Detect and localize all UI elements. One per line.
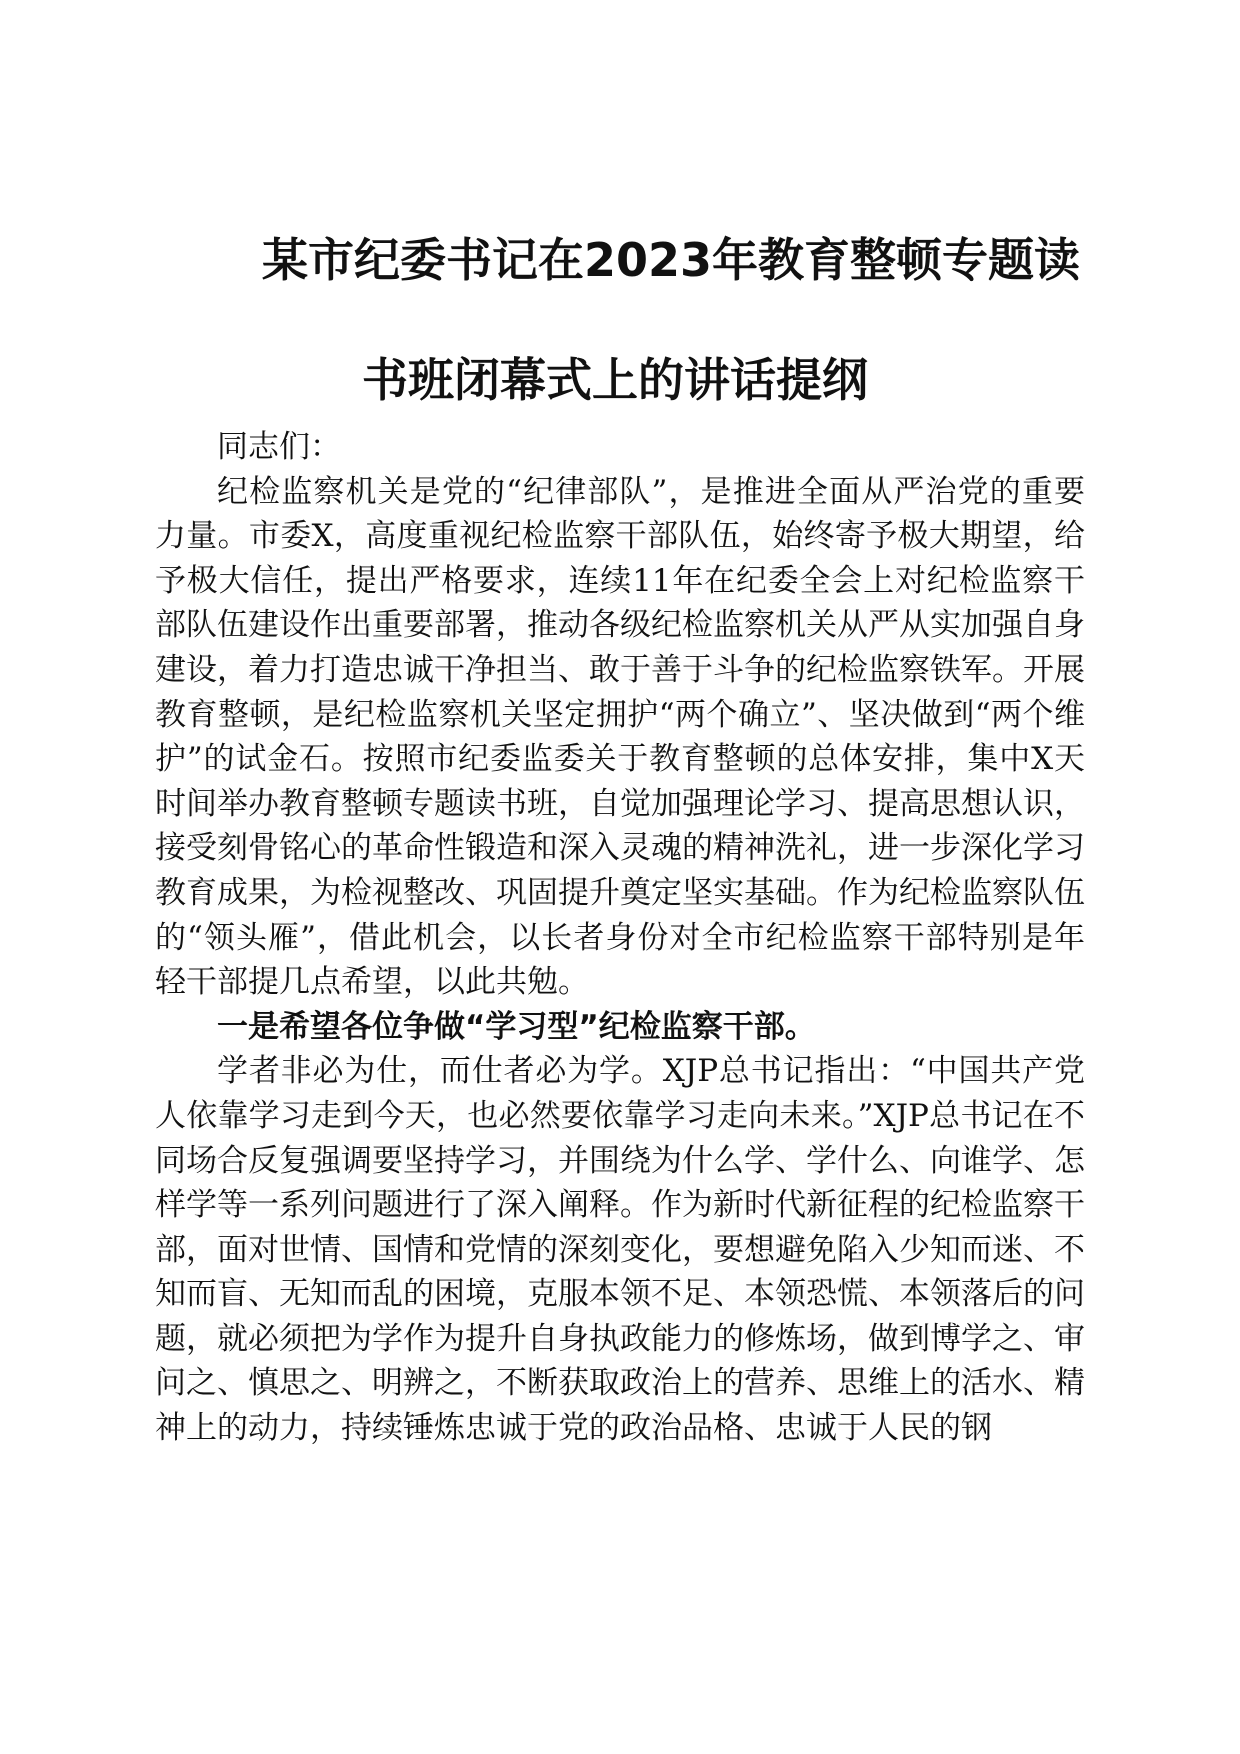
salutation: 同志们： <box>217 429 341 465</box>
document-title-line-1: 某市纪委书记在2023年教育整顿专题读 <box>262 233 1081 287</box>
section-heading-1: 一是希望各位争做“学习型”纪检监察干部。 <box>217 1008 816 1045</box>
paragraph-intro: 纪检监察机关是党的“纪律部队”，是推进全面从严治党的重要力量。市委X，高度重视纪检监察干部队伍，始终寄予极大期望，给予极大信任，提出严格要求，连续11年在纪委全会上对纪检监察干部队伍建设作出重要部署，推动各级纪检监察机关从严从实加强自身建设，着力打造忠诚干净担当、敢于善于斗争的纪检监察铁军。开展教育整顿，是纪检监察机关坚定拥护“两个确立”、坚决做到“两个维护”的试金石。按照市纪委监委关于教育整顿的总体安排，集中X天时间举办教育整顿专题读书班，自觉加强理论学习、提高思想认识，接受刻骨铭心的革命性锻造和深入灵魂的精神洗礼，进一步深化学习教育成果，为检视整改、巩固提升奠定坚实基础。作为纪检监察队伍的“领头雁”，借此机会，以长者身份对全市纪检监察干部特别是年轻干部提几点希望，以此共勉。 <box>155 473 1085 1001</box>
document-body <box>155 425 1085 1451</box>
paragraph-study: 学者非必为仕，而仕者必为学。XJP总书记指出：“中国共产党人依靠学习走到今天，也必然要依靠学习走向未来。”XJP总书记在不同场合反复强调要坚持学习，并围绕为什么学、学什么、向谁学、怎样学等一系列问题进行了深入阐释。作为新时代新征程的纪检监察干部，面对世情、国情和党情的深刻变化，要想避免陷入少知而迷、不知而盲、无知而乱的困境，克服本领不足、本领恐慌、本领落后的问题，就必须把为学作为提升自身执政能力的修炼场，做到博学之、审问之、慎思之、明辨之，不断获取政治上的营养、思维上的活水、精神上的动力，持续锤炼忠诚于党的政治品格、忠诚于人民的钢 <box>155 1053 1085 1447</box>
document-title-line-2: 书班闭幕式上的讲话提纲 <box>362 353 868 407</box>
